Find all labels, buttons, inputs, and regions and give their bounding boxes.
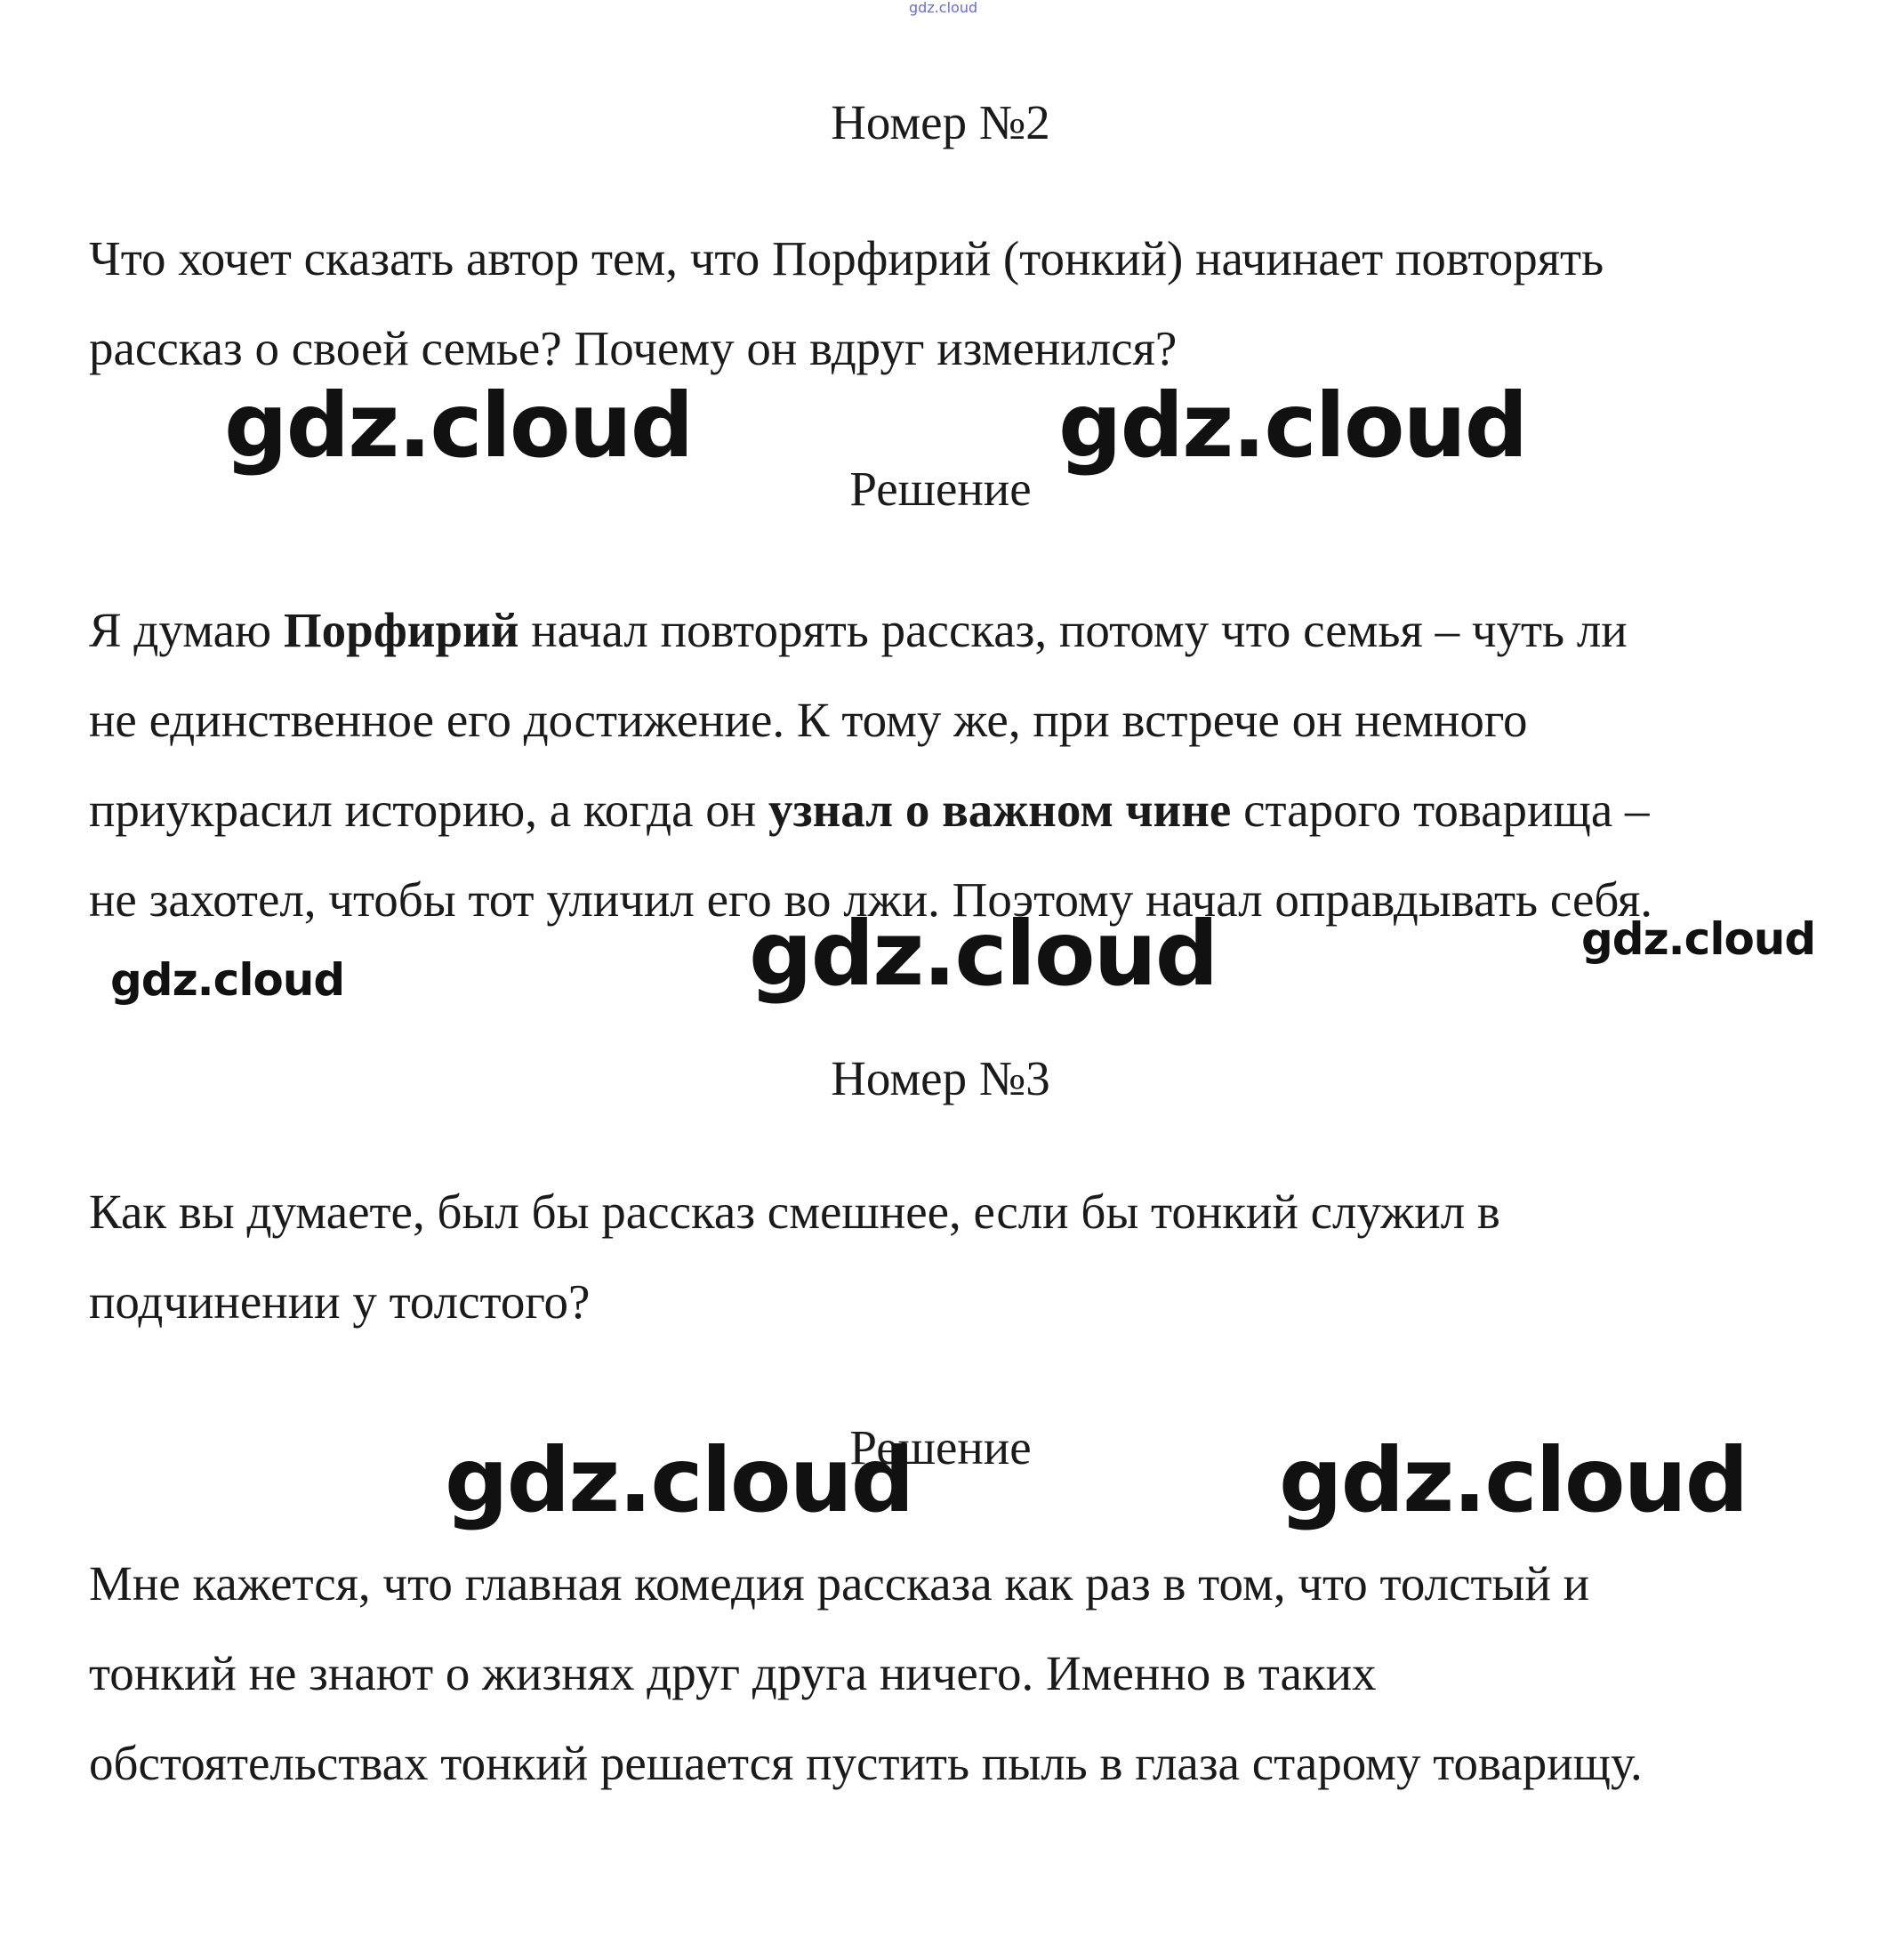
- watermark: gdz.cloud: [445, 1428, 913, 1532]
- watermark: gdz.cloud: [110, 954, 345, 1006]
- task3-answer-line: тонкий не знают о жизнях друг друга ничего. Именно в таких: [89, 1646, 1377, 1700]
- task2-answer: [89, 585, 1832, 944]
- highlight-name: Порфирий: [283, 603, 519, 657]
- task2-solution-label: Решение: [849, 462, 1032, 516]
- watermark: gdz.cloud: [749, 902, 1218, 1006]
- task2-answer-line: приукрасил историю, а когда он узнал о важном чине старого товарища –: [89, 783, 1650, 837]
- watermark: gdz.cloud: [224, 374, 693, 478]
- watermark: gdz.cloud: [1279, 1428, 1748, 1532]
- watermark: gdz.cloud: [1581, 913, 1816, 965]
- highlight-phrase: узнал о важном чине: [768, 783, 1232, 837]
- task3-question-line: подчинении у толстого?: [89, 1274, 591, 1329]
- task3-answer-line: обстоятельствах тонкий решается пустить пыль в глаза старому товарищу.: [89, 1736, 1643, 1790]
- task3-solution-label: Решение: [849, 1420, 1032, 1474]
- task3-question-line: Как вы думаете, был бы рассказ смешнее, если бы тонкий служил в: [89, 1185, 1500, 1239]
- task3-question: [89, 1167, 1832, 1346]
- task2-question: [89, 213, 1832, 393]
- watermark: gdz.cloud: [1058, 374, 1527, 478]
- task2-question-line: Что хочет сказать автор тем, что Порфирий (тонкий) начинает повторять: [89, 231, 1604, 285]
- task2-answer-line: не единственное его достижение. К тому же, при встрече он немного: [89, 693, 1528, 747]
- task2-answer-line: Я думаю Порфирий начал повторять рассказ, потому что семья – чуть ли: [89, 603, 1628, 657]
- task2-answer-line: не захотел, чтобы тот уличил его во лжи. Поэтому начал оправдывать себя.: [89, 872, 1653, 927]
- task3-answer-line: Мне кажется, что главная комедия рассказа как раз в том, что толстый и: [89, 1556, 1590, 1611]
- task2-heading: Номер №2: [831, 95, 1050, 149]
- task2-question-line: рассказ о своей семье? Почему он вдруг изменился?: [89, 321, 1178, 375]
- watermark-top: gdz.cloud: [909, 0, 978, 16]
- task3-heading: Номер №3: [831, 1051, 1050, 1105]
- task3-answer: [89, 1538, 1832, 1808]
